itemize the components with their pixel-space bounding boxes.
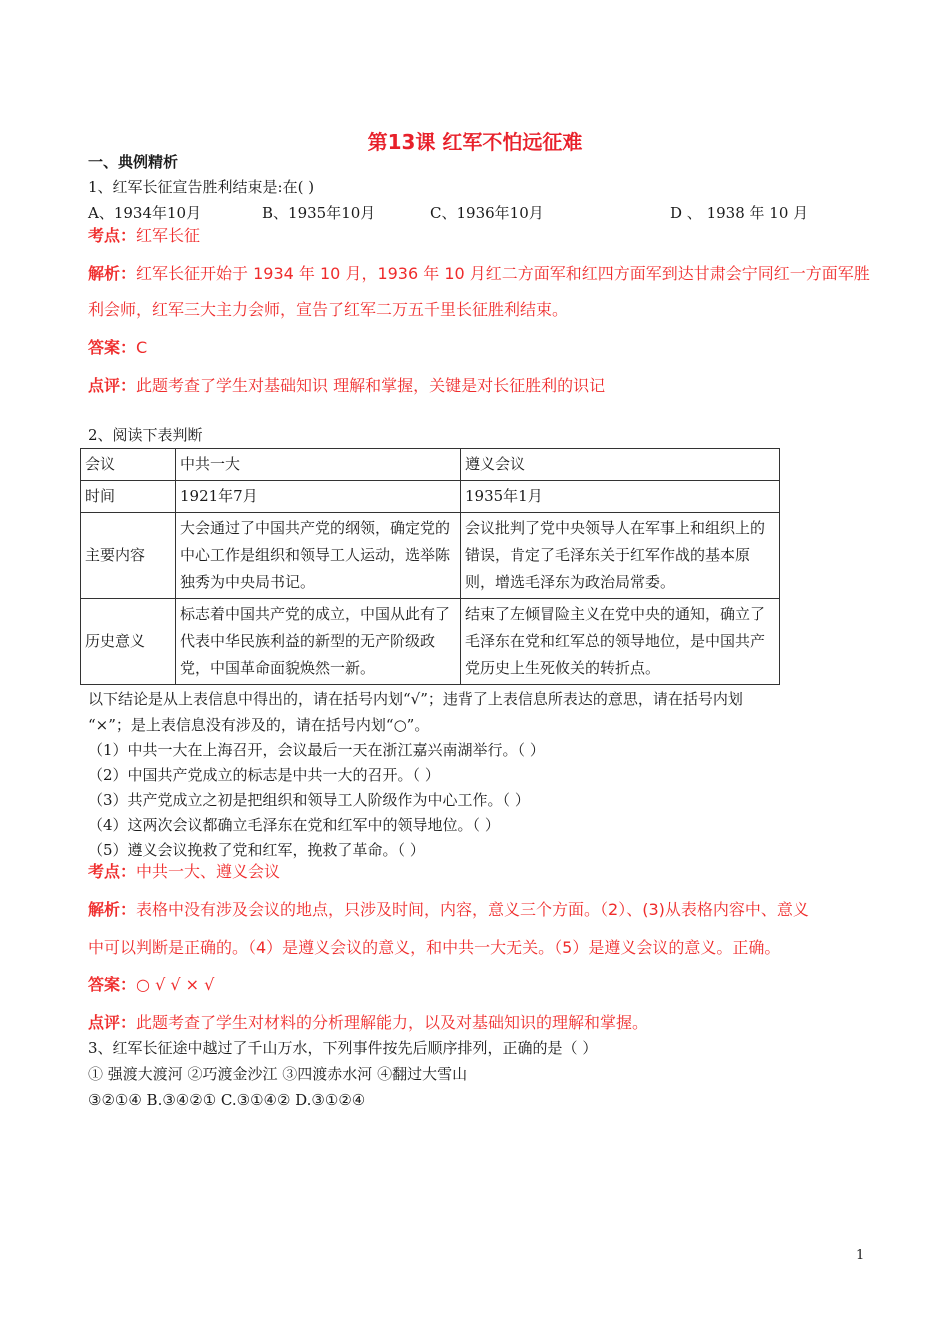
kaodian-label: 考点： <box>88 226 137 245</box>
q2-pingjia <box>88 1013 648 1033</box>
q2-item: （1）中共一大在上海召开，会议最后一天在浙江嘉兴南湖举行。（ ） <box>88 741 545 759</box>
table-cell: 时间 <box>81 481 176 513</box>
q2-answer <box>88 975 214 995</box>
table-cell: 会议批判了党中央领导人在军事上和组织上的错误，肯定了毛泽东关于红军作战的基本原则，增选毛泽东为政治局常委。 <box>461 513 780 599</box>
meeting-table <box>80 448 780 685</box>
pingjia-text: 此题考查了学生对基础知识 理解和掌握，关键是对长征胜利的识记 <box>136 376 606 395</box>
table-header-cell: 会议 <box>81 449 176 481</box>
q2-jiexi-line2: 中可以判断是正确的。（4）是遵义会议的意义，和中共一大无关。（5）是遵义会议的意义。正确。 <box>88 938 781 957</box>
table-row <box>81 599 780 685</box>
q2-item: （2）中国共产党成立的标志是中共一大的召开。（ ） <box>88 766 440 784</box>
answer-text: ○ √ √ × √ <box>136 975 215 994</box>
table-cell: 1921年7月 <box>176 481 461 513</box>
section-heading: 一、典例精析 <box>88 153 179 171</box>
table-cell: 历史意义 <box>81 599 176 685</box>
table-row <box>81 513 780 599</box>
answer-text: C <box>136 338 148 357</box>
q2-instruction-line1: 以下结论是从上表信息中得出的，请在括号内划“√”；违背了上表信息所表达的意思，请在括号内划 <box>88 690 743 708</box>
page-number: 1 <box>856 1248 865 1263</box>
jiexi-text: 红军长征开始于 1934 年 10 月，1936 年 10 月红二方面军和红四方面军到达甘肃会宁同红一方面军胜 <box>136 264 870 283</box>
table-cell: 主要内容 <box>81 513 176 599</box>
kaodian-text: 中共一大、遵义会议 <box>136 862 281 881</box>
table-cell: 1935年1月 <box>461 481 780 513</box>
jiexi-label: 解析： <box>88 264 137 283</box>
q2-jiexi-line1 <box>88 900 809 920</box>
q1-answer <box>88 338 147 358</box>
kaodian-label: 考点： <box>88 862 137 881</box>
q3-options: ③②①④ B.③④②① C.③①④② D.③①②④ <box>88 1091 366 1109</box>
table-header-cell: 遵义会议 <box>461 449 780 481</box>
table-header-row <box>81 449 780 481</box>
q1-option-c: C、1936年10月 <box>430 204 544 222</box>
q2-item: （3）共产党成立之初是把组织和领导工人阶级作为中心工作。（ ） <box>88 791 530 809</box>
table-cell: 大会通过了中国共产党的纲领，确定党的中心工作是组织和领导工人运动，选举陈独秀为中央局书记。 <box>176 513 461 599</box>
q1-jiexi-line2: 利会师，红军三大主力会师，宣告了红军二万五千里长征胜利结束。 <box>88 300 569 319</box>
q1-option-b: B、1935年10月 <box>262 204 376 222</box>
q2-instruction-line2: “×”；是上表信息没有涉及的，请在括号内划“○”。 <box>88 716 430 734</box>
q3-stem: 3、红军长征途中越过了千山万水，下列事件按先后顺序排列，正确的是（ ） <box>88 1039 598 1057</box>
q1-option-a: A、1934年10月 <box>88 204 202 222</box>
pingjia-text: 此题考查了学生对材料的分析理解能力，以及对基础知识的理解和掌握。 <box>136 1013 649 1032</box>
q1-kaodian <box>88 226 200 246</box>
table-cell: 结束了左倾冒险主义在党中央的通知，确立了毛泽东在党和红军总的领导地位，是中国共产党历史上生死攸关的转折点。 <box>461 599 780 685</box>
page-title: 第13课 红军不怕远征难 <box>367 130 583 154</box>
q2-stem: 2、阅读下表判断 <box>88 426 203 444</box>
q1-jiexi-line1 <box>88 264 870 284</box>
kaodian-text: 红军长征 <box>136 226 201 245</box>
q1-option-d: D 、 1938 年 10 月 <box>670 204 809 222</box>
table-cell: 标志着中国共产党的成立，中国从此有了代表中华民族利益的新型的无产阶级政党，中国革命面貌焕然一新。 <box>176 599 461 685</box>
table-row <box>81 481 780 513</box>
pingjia-label: 点评： <box>88 376 137 395</box>
q1-stem: 1、红军长征宣告胜利结束是:在( ) <box>88 178 315 196</box>
jiexi-text: 表格中没有涉及会议的地点，只涉及时间，内容，意义三个方面。（2）、(3)从表格内容中、意义 <box>136 900 809 919</box>
answer-label: 答案： <box>88 338 137 357</box>
jiexi-label: 解析： <box>88 900 137 919</box>
q1-pingjia <box>88 376 605 396</box>
q2-item: （5）遵义会议挽救了党和红军，挽救了革命。（ ） <box>88 841 425 859</box>
q2-item: （4）这两次会议都确立毛泽东在党和红军中的领导地位。（ ） <box>88 816 500 834</box>
q2-kaodian <box>88 862 280 882</box>
q3-events: ① 强渡大渡河 ②巧渡金沙江 ③四渡赤水河 ④翻过大雪山 <box>88 1065 468 1083</box>
answer-label: 答案： <box>88 975 137 994</box>
table-header-cell: 中共一大 <box>176 449 461 481</box>
pingjia-label: 点评： <box>88 1013 137 1032</box>
